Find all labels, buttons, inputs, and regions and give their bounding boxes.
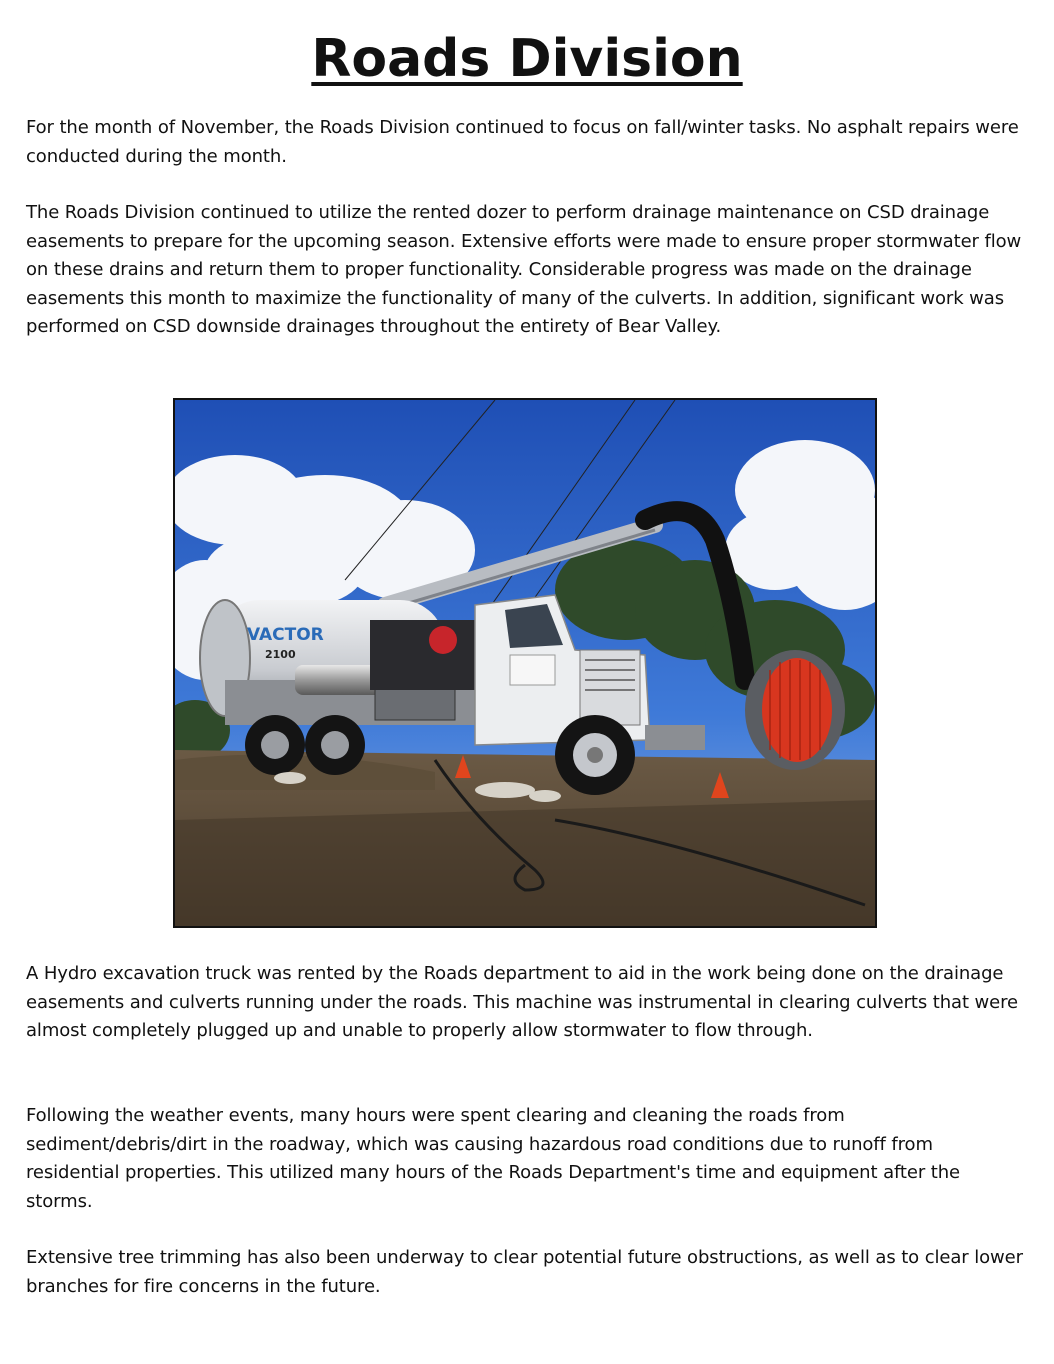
tree-trimming-paragraph: Extensive tree trimming has also been underway to clear potential future obstructions, as well as to clear lower branches for fire concerns in the future. bbox=[26, 1247, 1023, 1297]
hydro-excavation-truck-photo bbox=[173, 398, 877, 928]
tank-brand-label: VACTOR bbox=[247, 625, 324, 645]
drainage-paragraph: The Roads Division continued to utilize the rented dozer to perform drainage maintenance on CSD drainage easements to prepare for the upcoming season. Extensive efforts were made to ensure proper stormwater flow on these drains and return them to proper functionality. Considerable progress was made on the drainage easements this month to maximize the functionality of many of the culverts. In addition, significant work was performed on CSD downside drainages throughout the entirety of Bear Valley. bbox=[26, 202, 1022, 337]
hydro-truck-paragraph: A Hydro excavation truck was rented by the Roads department to aid in the work being done on the drainage easements and culverts running under the roads. This machine was instrumental in clearing culverts that were almost completely plugged up and unable to properly allow stormwater to flow through. bbox=[26, 963, 1019, 1041]
weather-cleanup-paragraph: Following the weather events, many hours were spent clearing and cleaning the roads from sediment/debris/dirt in the roadway, which was causing hazardous road conditions due to runoff from residential properties. This utilized many hours of the Roads Department's time and equipment after the storms. bbox=[26, 1105, 961, 1212]
intro-paragraph: For the month of November, the Roads Division continued to focus on fall/winter tasks. No asphalt repairs were conducted during the month. bbox=[26, 117, 1019, 167]
tank-model-label: 2100 bbox=[265, 648, 296, 661]
page-title: Roads Division bbox=[311, 29, 743, 89]
